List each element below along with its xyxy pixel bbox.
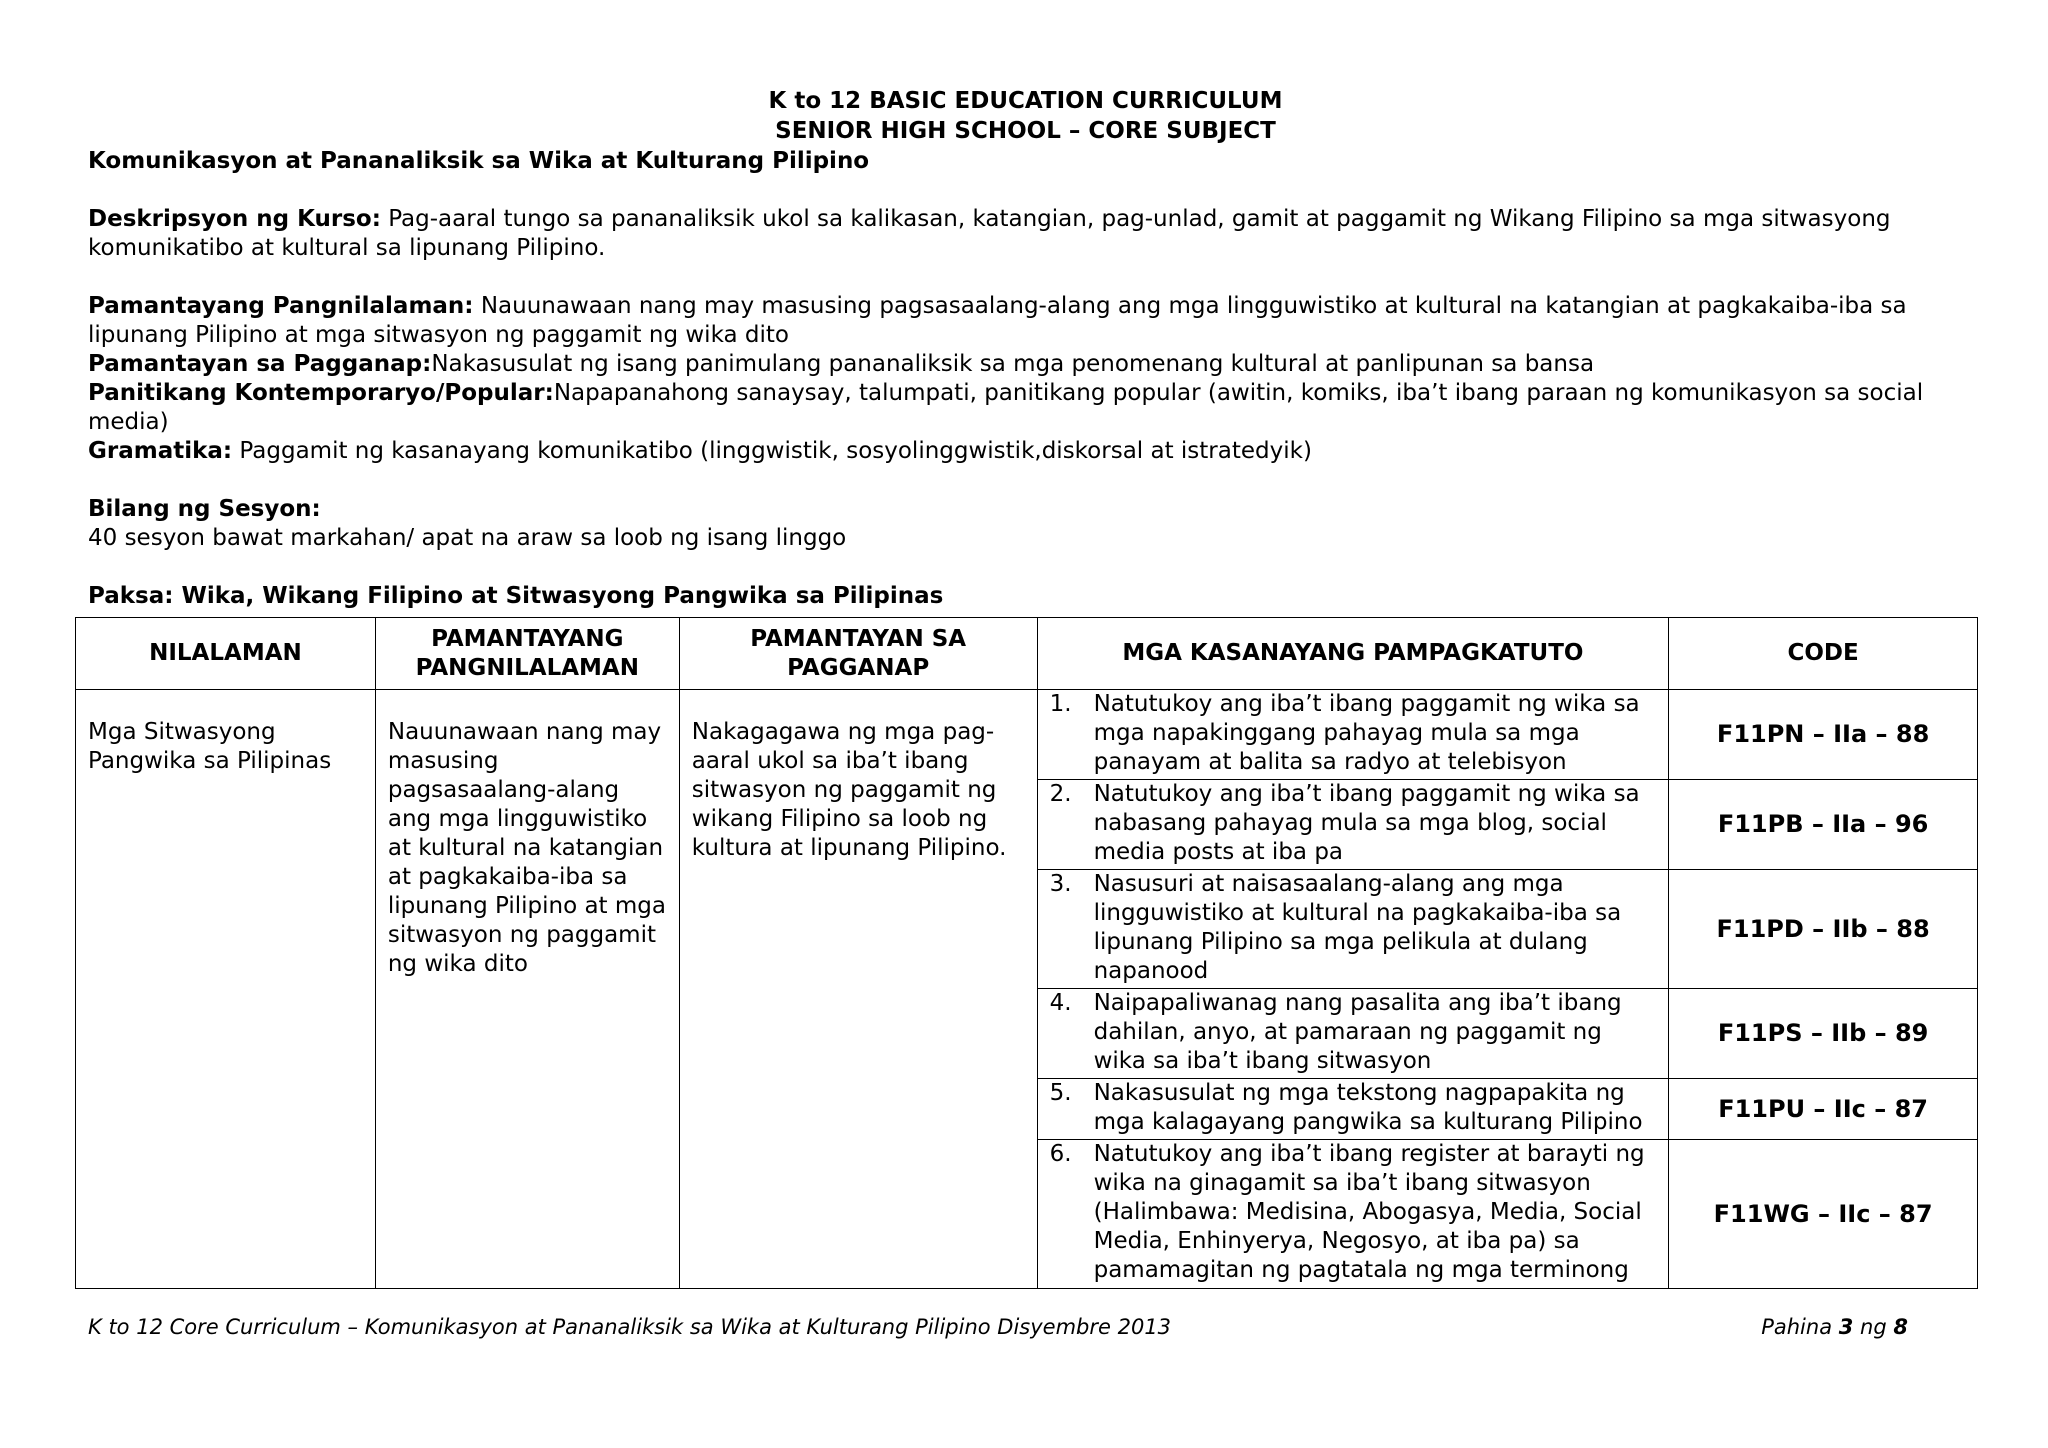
cell-code: F11PB – IIa – 96 — [1669, 780, 1978, 870]
page-number — [1761, 1313, 1908, 1341]
grammar-line — [88, 437, 1988, 466]
curriculum-title: K to 12 BASIC EDUCATION CURRICULUM — [768, 88, 1283, 114]
item-text: Natutukoy ang iba’t ibang paggamit ng wika sa nabasang pahayag mula sa mga blog, social media posts at iba pa — [1093, 781, 1640, 865]
cell-kasanayan — [1037, 989, 1669, 1079]
cell-nilalaman: Mga Sitwasyong Pangwika sa Pilipinas — [76, 690, 376, 1289]
cell-pagganap: Nakagagawa ng mga pag-aaral ukol sa iba’t ibang sitwasyon ng paggamit ng wikang Filipino sa loob ng kultura at lipunang Pilipino. — [679, 690, 1037, 1289]
current-page: 3 — [1838, 1315, 1854, 1339]
content-standard — [88, 292, 1978, 350]
performance-standard-label: Pamantayan sa Pagganap: — [88, 351, 432, 377]
page-footer — [88, 1313, 1908, 1341]
header-pamantayang-pangnilalaman: PAMANTAYANG PANGNILALAMAN — [375, 618, 679, 690]
session-count-text: 40 sesyon bawat markahan/ apat na araw sa loob ng isang linggo — [88, 525, 847, 551]
course-description-label: Deskripsyon ng Kurso: — [88, 206, 381, 232]
grammar-label: Gramatika: — [88, 438, 233, 464]
header-pamantayan-sa-pagganap: PAMANTAYAN SA PAGGANAP — [679, 618, 1037, 690]
subject-title: Komunikasyon at Pananaliksik sa Wika at Kulturang Pilipino — [88, 148, 870, 174]
item-text: Nakasusulat ng mga tekstong nagpapakita ng mga kalagayang pangwika sa kulturang Pilipino — [1093, 1080, 1643, 1135]
header-code: CODE — [1669, 618, 1978, 690]
literature-text: Napapanahong sanaysay, talumpati, panitikang popular (awitin, komiks, iba’t ibang paraan ng komunikasyon sa social media) — [88, 380, 1924, 435]
item-number: 3. — [1049, 871, 1072, 897]
cell-kasanayan — [1037, 1140, 1669, 1289]
item-number: 5. — [1049, 1080, 1072, 1106]
table-header-row — [76, 618, 1978, 690]
cell-code: F11PD – IIb – 88 — [1669, 870, 1978, 989]
item-text: Nasusuri at naisasaalang-alang ang mga lingguwistiko at kultural na pagkakaiba-iba sa lipunang Pilipino sa mga pelikula at dulang napanood — [1093, 871, 1622, 984]
session-count-label — [88, 495, 1988, 524]
course-description-text: Pag-aaral tungo sa pananaliksik ukol sa kalikasan, katangian, pag-unlad, gamit at paggamit ng Wikang Filipino sa mga sitwasyong komunikatibo at kultural sa lipunang Pilipino. — [88, 206, 1891, 261]
cell-code: F11PN – IIa – 88 — [1669, 690, 1978, 780]
performance-standard-text: Nakasusulat ng isang panimulang pananaliksik sa mga penomenang kultural at panlipunan sa bansa — [431, 351, 1595, 377]
header-nilalaman: NILALAMAN — [76, 618, 376, 690]
cell-code: F11PS – IIb – 89 — [1669, 989, 1978, 1079]
literature-line — [88, 379, 1988, 437]
literature-label: Panitikang Kontemporaryo/Popular: — [88, 380, 554, 406]
page-word: Pahina — [1761, 1315, 1839, 1339]
item-number: 6. — [1049, 1141, 1072, 1167]
topic-line — [88, 582, 1988, 611]
item-number: 4. — [1049, 990, 1072, 1016]
content-standard-text: Nauunawaan nang may masusing pagsasaalang-alang ang mga lingguwistiko at kultural na katangian at pagkakaiba-iba sa lipunang Pilipino at mga sitwasyon ng paggamit ng wika dito — [88, 293, 1907, 348]
document-page — [88, 86, 1988, 611]
performance-standard — [88, 350, 1988, 379]
cell-kasanayan — [1037, 780, 1669, 870]
session-count-heading: Bilang ng Sesyon: — [88, 496, 321, 522]
grammar-text: Paggamit ng kasanayang komunikatibo (linggwistik, sosyolinggwistik,diskorsal at istratedyik) — [232, 438, 1312, 464]
item-text: Naipapaliwanag nang pasalita ang iba’t ibang dahilan, anyo, at pamaraan ng paggamit ng wika sa iba’t ibang sitwasyon — [1093, 990, 1622, 1074]
item-text: Natutukoy ang iba’t ibang register at barayti ng wika na ginagamit sa iba’t ibang sitwasyon (Halimbawa: Medisina, Abogasya, Media, Social Media, Enhinyerya, Negosyo, at iba pa) sa pamamagitan ng pagtatala ng mga terminong — [1093, 1141, 1645, 1283]
item-number: 2. — [1049, 781, 1072, 807]
cell-kasanayan — [1037, 1079, 1669, 1140]
cell-kasanayan — [1037, 870, 1669, 989]
footer-document-title: K to 12 Core Curriculum – Komunikasyon at Pananaliksik sa Wika at Kulturang Pilipino Disyembre 2013 — [88, 1315, 1172, 1339]
content-standard-label: Pamantayang Pangnilalaman: — [88, 293, 474, 319]
cell-kasanayan — [1037, 690, 1669, 780]
table-row — [76, 690, 1978, 780]
of-word: ng — [1853, 1315, 1894, 1339]
curriculum-table — [75, 617, 1978, 1289]
cell-pangnilalaman: Nauunawaan nang may masusing pagsasaalang-alang ang mga lingguwistiko at kultural na katangian at pagkakaiba-iba sa lipunang Pilipino at mga sitwasyon ng paggamit ng wika dito — [375, 690, 679, 1289]
cell-code: F11WG – IIc – 87 — [1669, 1140, 1978, 1289]
course-description — [88, 205, 1978, 263]
header-kasanayang-pampagkatuto: MGA KASANAYANG PAMPAGKATUTO — [1037, 618, 1669, 690]
cell-code: F11PU – IIc – 87 — [1669, 1079, 1978, 1140]
total-pages: 8 — [1893, 1315, 1908, 1339]
item-number: 1. — [1049, 691, 1072, 717]
curriculum-subtitle: SENIOR HIGH SCHOOL – CORE SUBJECT — [775, 118, 1276, 144]
item-text: Natutukoy ang iba’t ibang paggamit ng wika sa mga napakinggang pahayag mula sa mga panayam at balita sa radyo at telebisyon — [1093, 691, 1640, 775]
topic-text: Paksa: Wika, Wikang Filipino at Sitwasyong Pangwika sa Pilipinas — [88, 583, 944, 609]
